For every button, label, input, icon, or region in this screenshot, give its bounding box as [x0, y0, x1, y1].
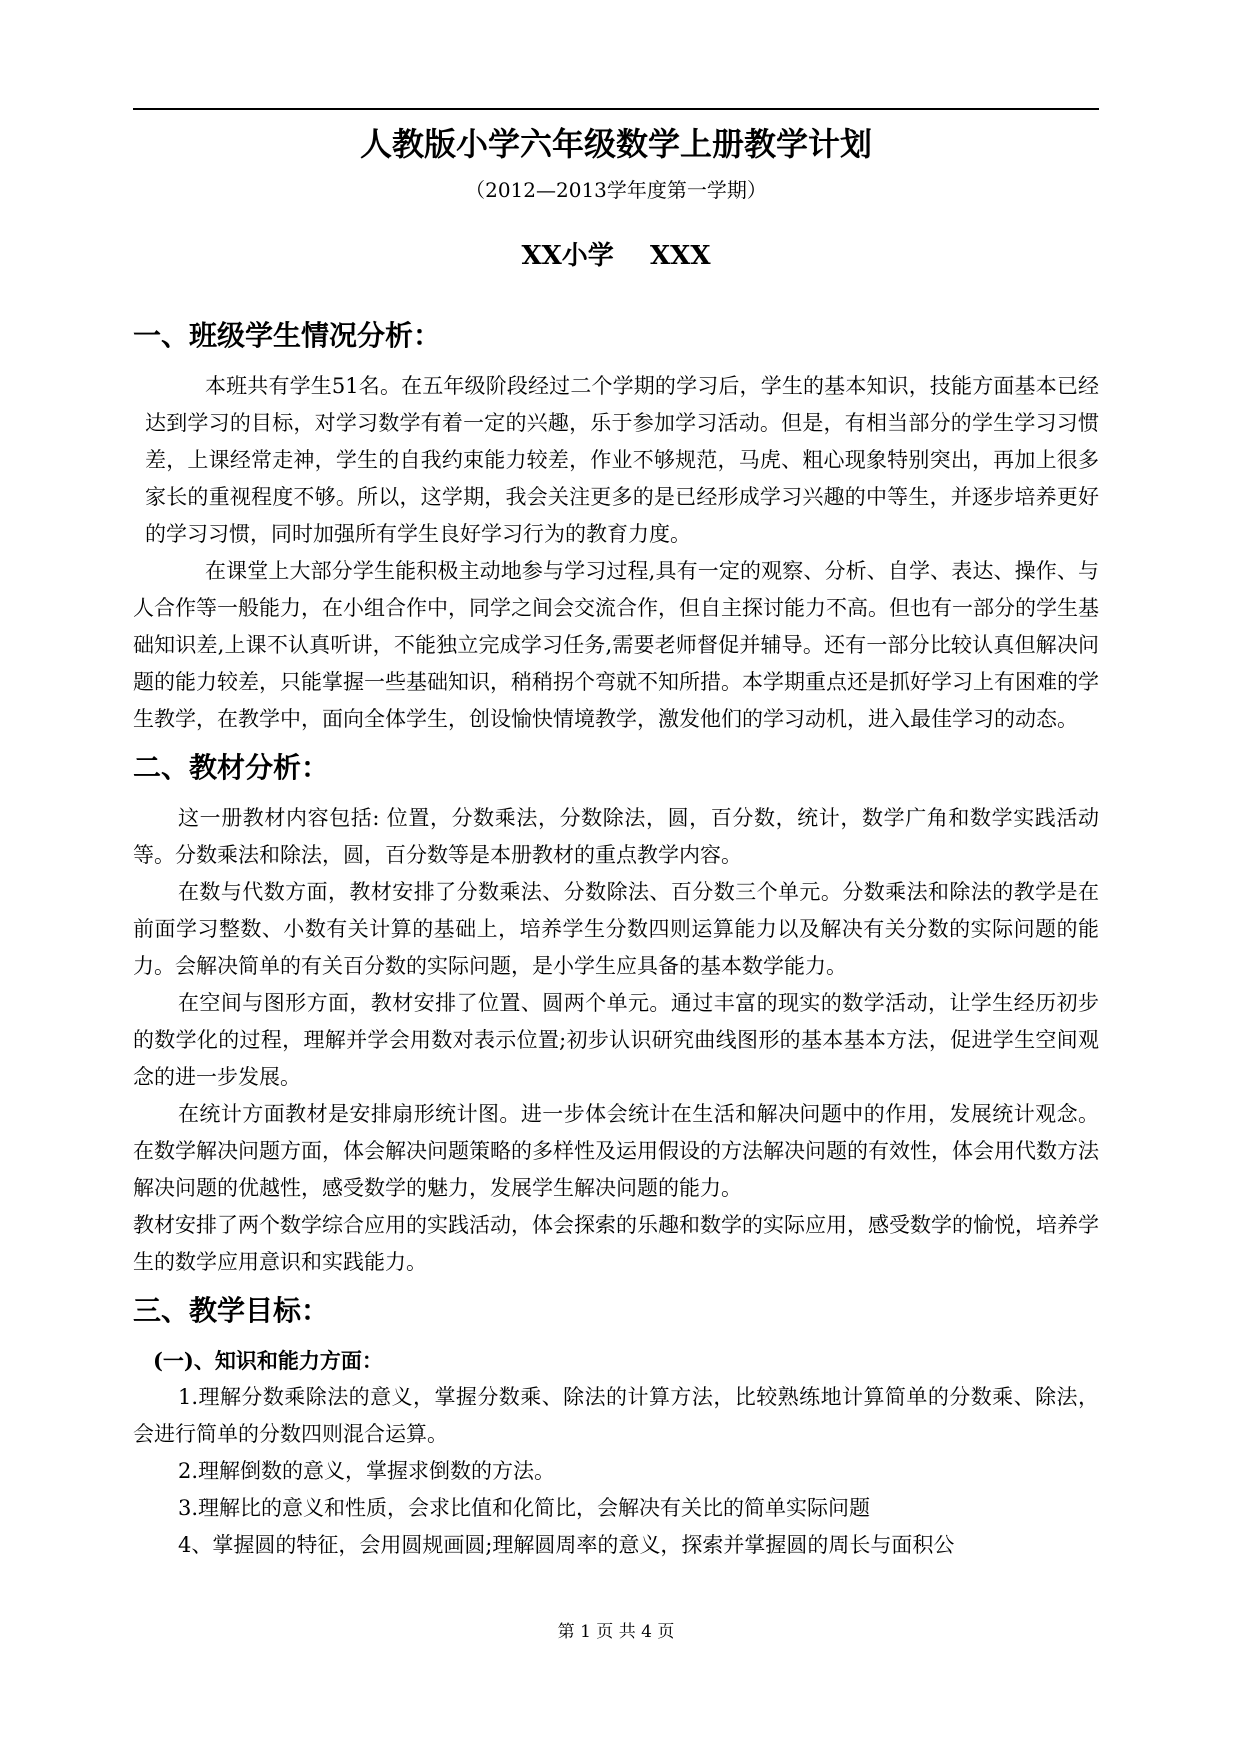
header-rule: [133, 108, 1099, 110]
section-heading-student-analysis: 一、班级学生情况分析：: [133, 319, 442, 352]
paragraph: 这一册教材内容包括: 位置，分数乘法，分数除法，圆，百分数，统计，数学广角和数学实践活动等。分数乘法和除法，圆，百分数等是本册教材的重点教学内容。: [133, 806, 1099, 867]
list-item: 2.理解倒数的意义，掌握求倒数的方法。: [178, 1459, 556, 1483]
paragraph: 在课堂上大部分学生能积极主动地参与学习过程,具有一定的观察、分析、自学、表达、操作、与人合作等一般能力，在小组合作中，同学之间会交流合作，但自主探讨能力不高。但也有一部分的学生基础知识差,上课不认真听讲，不能独立完成学习任务,需要老师督促并辅导。还有一部分比较认真但解决问题的能力较差，只能掌握一些基础知识，稍稍拐个弯就不知所措。本学期重点还是抓好学习上有困难的学生教学，在教学中，面向全体学生，创设愉快情境教学，激发他们的学习动机，进入最佳学习的动态。: [133, 559, 1099, 731]
list-item: 1.理解分数乘除法的意义，掌握分数乘、除法的计算方法，比较熟练地计算简单的分数乘、除法，会进行简单的分数四则混合运算。: [133, 1385, 1099, 1446]
list-item: 4、掌握圆的特征，会用圆规画圆;理解圆周率的意义，探索并掌握圆的周长与面积公: [178, 1533, 955, 1557]
paragraph: 在统计方面教材是安排扇形统计图。进一步体会统计在生活和解决问题中的作用，发展统计观念。在数学解决问题方面，体会解决问题策略的多样性及运用假设的方法解决问题的有效性，体会用代数方法解决问题的优越性，感受数学的魅力，发展学生解决问题的能力。: [133, 1102, 1099, 1200]
document-title: 人教版小学六年级数学上册教学计划: [359, 125, 872, 163]
paragraph: 在数与代数方面，教材安排了分数乘法、分数除法、百分数三个单元。分数乘法和除法的教学是在前面学习整数、小数有关计算的基础上，培养学生分数四则运算能力以及解决有关分数的实际问题的能力。会解决简单的有关百分数的实际问题，是小学生应具备的基本数学能力。: [133, 880, 1099, 978]
paragraph: 教材安排了两个数学综合应用的实践活动，体会探索的乐趣和数学的实际应用，感受数学的愉悦，培养学生的数学应用意识和实践能力。: [133, 1213, 1099, 1274]
paragraph: 在空间与图形方面，教材安排了位置、圆两个单元。通过丰富的现实的数学活动，让学生经历初步的数学化的过程，理解并学会用数对表示位置;初步认识研究曲线图形的基本基本方法，促进学生空间观念的进一步发展。: [133, 991, 1099, 1089]
list-item: 3.理解比的意义和性质，会求比值和化简比，会解决有关比的简单实际问题: [178, 1496, 871, 1520]
document-author: XX小学 XXX: [521, 241, 711, 271]
subsection-heading-knowledge-ability: (一)、知识和能力方面：: [153, 1348, 383, 1373]
paragraph: 本班共有学生51名。在五年级阶段经过二个学期的学习后，学生的基本知识，技能方面基本已经达到学习的目标，对学习数学有着一定的兴趣，乐于参加学习活动。但是，有相当部分的学生学习习惯差，上课经常走神，学生的自我约束能力较差，作业不够规范，马虎、粗心现象特别突出，再加上很多家长的重视程度不够。所以，这学期，我会关注更多的是已经形成学习兴趣的中等生，并逐步培养更好的学习习惯，同时加强所有学生良好学习行为的教育力度。: [145, 374, 1099, 546]
section-heading-teaching-goals: 三、教学目标：: [133, 1294, 330, 1327]
document-body: [133, 314, 1099, 1564]
document-subtitle: （2012—2013学年度第一学期）: [465, 178, 767, 202]
section-heading-textbook-analysis: 二、教材分析：: [133, 751, 330, 784]
page-footer: 第 1 页 共 4 页: [557, 1622, 675, 1642]
